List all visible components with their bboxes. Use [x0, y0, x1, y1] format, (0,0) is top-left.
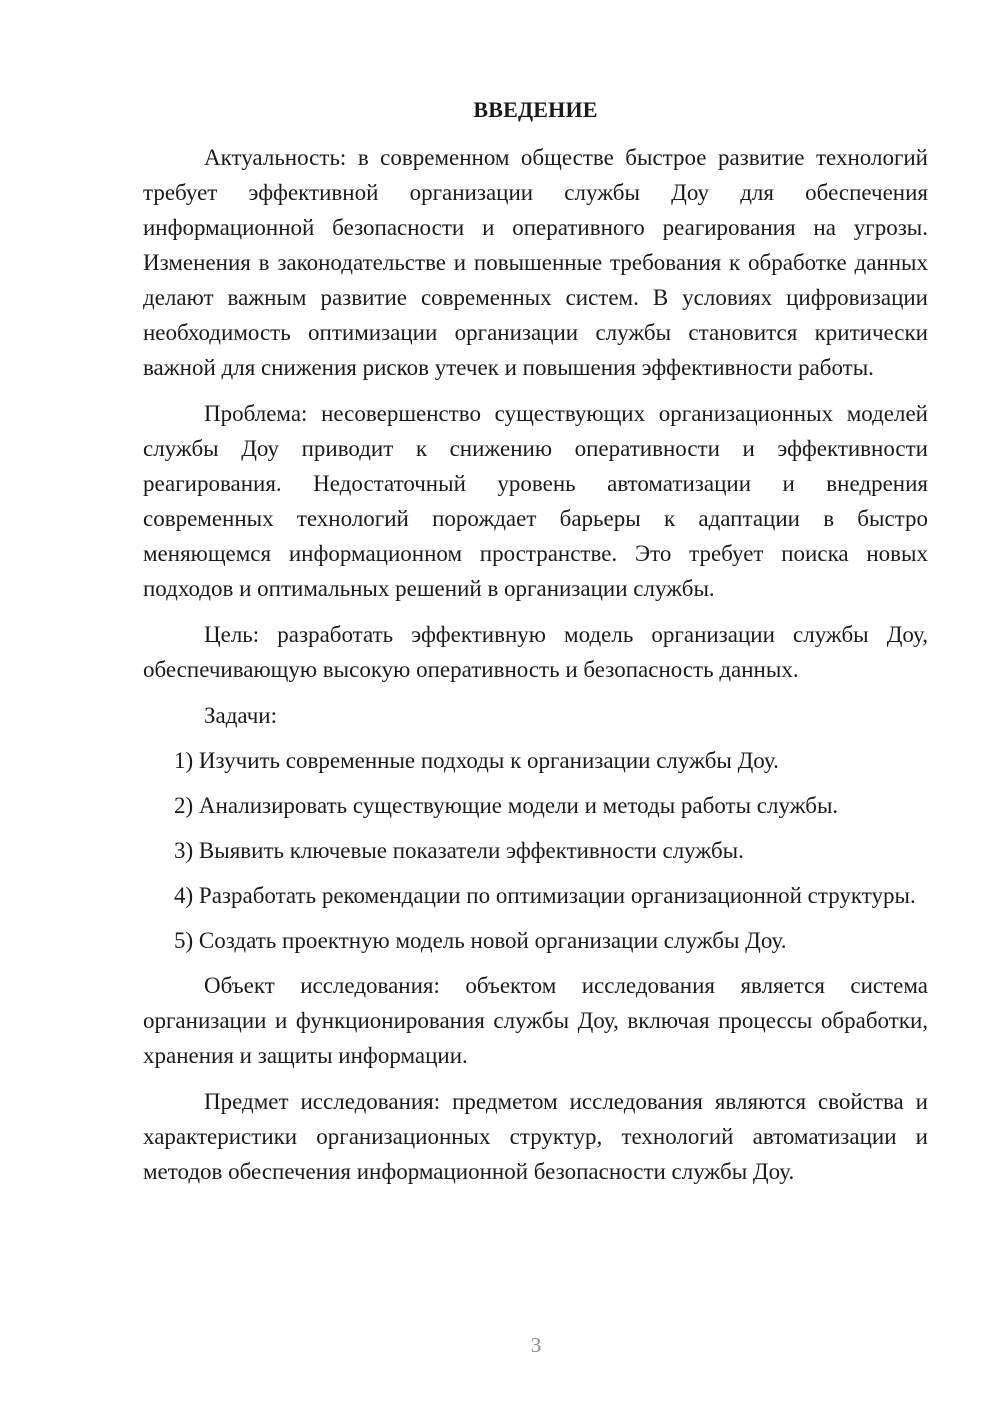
paragraph-subject: Предмет исследования: предметом исследования являются свойства и характеристики организационных структур, технологий автоматизации и методов обеспечения информационной безопасности службы Доу. — [143, 1089, 928, 1184]
task-item-1: 1) Изучить современные подходы к организации службы Доу. — [174, 748, 779, 773]
page-content — [143, 95, 928, 1200]
page-number: 3 — [530, 1333, 542, 1357]
tasks-label: Задачи: — [204, 703, 277, 728]
task-item-3: 3) Выявить ключевые показатели эффективности службы. — [174, 838, 744, 863]
paragraph-goal: Цель: разработать эффективную модель организации службы Доу, обеспечивающую высокую оперативность и безопасность данных. — [143, 622, 928, 682]
paragraph-object: Объект исследования: объектом исследования является система организации и функционирования службы Доу, включая процессы обработки, хранения и защиты информации. — [143, 973, 928, 1068]
paragraph-relevance: Актуальность: в современном обществе быстрое развитие технологий требует эффективной организации службы Доу для обеспечения информационной безопасности и оперативного реагирования на угрозы. Изменения в законодательстве и повышенные требования к обработке данных делают важным развитие современных систем. В условиях цифровизации необходимость оптимизации организации службы становится критически важной для снижения рисков утечек и повышения эффективности работы. — [143, 145, 928, 380]
task-item-4: 4) Разработать рекомендации по оптимизации организационной структуры. — [174, 883, 916, 908]
section-title: ВВЕДЕНИЕ — [473, 97, 598, 122]
paragraph-problem: Проблема: несовершенство существующих организационных моделей службы Доу приводит к снижению оперативности и эффективности реагирования. Недостаточный уровень автоматизации и внедрения современных технологий порождает барьеры к адаптации в быстро меняющемся информационном пространстве. Это требует поиска новых подходов и оптимальных решений в организации службы. — [143, 401, 928, 601]
task-item-5: 5) Создать проектную модель новой организации службы Доу. — [174, 928, 787, 953]
task-item-2: 2) Анализировать существующие модели и методы работы службы. — [174, 793, 839, 818]
